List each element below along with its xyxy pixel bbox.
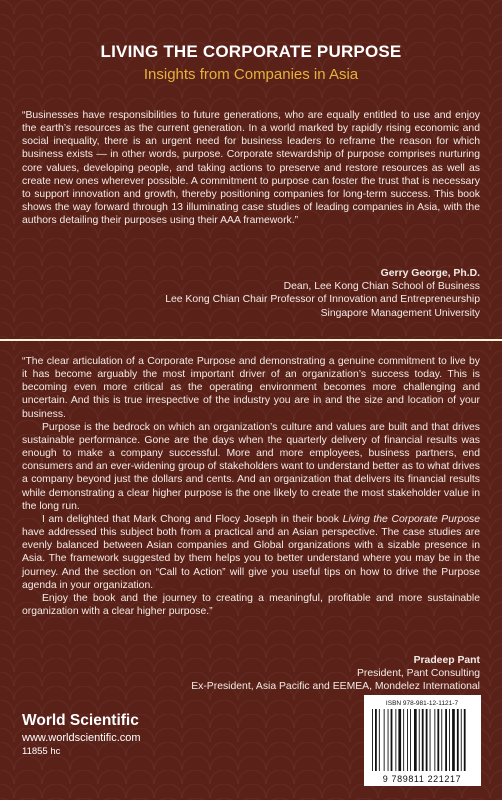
endorser-1-name: Gerry George, Ph.D. — [380, 268, 480, 279]
section-divider — [0, 339, 502, 341]
barcode-bars — [372, 709, 466, 771]
isbn-text: ISBN 978-981-12-1121-7 — [385, 700, 459, 707]
endorser-2-name: Pradeep Pant — [413, 655, 480, 666]
p3-after: have addressed this subject both from a practical and an Asian perspective. The case studies are evenly balanced between Asian companies and Global organizations with a sizable presence in Asia. The framework suggested by them helps you to better understand where you may be in the journey. And the section on “Call to Action” will give you useful tips on how to drive the Purpose agenda in your organization. — [22, 527, 480, 591]
barcode-icon — [364, 695, 481, 786]
book-title: LIVING THE CORPORATE PURPOSE — [100, 42, 402, 61]
endorser-2-title: President, Pant Consulting — [356, 668, 480, 680]
publisher-code: 11855 hc — [22, 746, 61, 757]
publisher-url: www.worldscientific.com — [22, 732, 141, 744]
barcode-digits: 9 789811 221217 — [382, 774, 462, 784]
p3-before: I am delighted that Mark Chong and Flocy Joseph in their book — [42, 513, 343, 525]
endorsement-2-signature — [191, 654, 480, 694]
endorsement-1-text: “Businesses have responsibilities to future generations, who are equally entitled to use and enjoy the earth’s resources as the current generation. In a world marked by rapidly rising economic and social inequality, there is an urgent need for business leaders to reframe the reason for which business exists — in other words, purpose. Corporate stewardship of purpose comprises nurturing core values, developing people, and taking actions to preserve and restore resources as well as create new ones wherever possible. A commitment to purpose can foster the trust that is necessary to support innovation and growth, thereby positioning companies for long-term success. This book shows the way forward through 13 illuminating case studies of leading companies in Asia, with the authors detailing their purposes using their AAA framework.” — [22, 110, 480, 227]
endorsement-2-paragraph-4: Enjoy the book and the journey to creating a meaningful, profitable and more sustainable organization with a clear higher purpose.” — [22, 592, 480, 617]
endorser-1-chair: Lee Kong Chian Chair Professor of Innovation and Entrepreneurship — [165, 294, 480, 306]
endorser-2-former-title: Ex-President, Asia Pacific and EEMEA, Mondelez International — [191, 681, 480, 693]
endorsement-2-text — [22, 355, 480, 618]
endorsement-2-paragraph-1: “The clear articulation of a Corporate Purpose and demonstrating a genuine commitment to live by it has become arguably the most important driver of an organization’s success today. This is becoming even more critical as the operating environment becomes more challenging and uncertain. And this is true irrespective of the industry you are in and the size and location of your business. — [22, 356, 480, 420]
endorsement-1-signature — [165, 267, 480, 320]
endorser-1-title: Dean, Lee Kong Chian School of Business — [283, 281, 480, 293]
book-title-italic: Living the Corporate Purpose — [342, 513, 480, 525]
endorser-1-affiliation: Singapore Management University — [320, 307, 480, 319]
publisher-block — [22, 712, 141, 757]
barcode-area — [364, 695, 481, 786]
endorsement-2-paragraph-3 — [22, 513, 480, 592]
book-subtitle: Insights from Companies in Asia — [143, 66, 359, 83]
publisher-name: World Scientific — [22, 712, 139, 729]
endorsement-2-paragraph-2: Purpose is the bedrock on which an organization’s culture and values are built and that drives sustainable performance. Gone are the days when the quarterly delivery of financial results was enough to make a company successful. More and more employees, business partners, end consumers and an ever-widening group of stakeholders want to understand better as to what drives a company beyond just the dollars and cents. And an organization that delivers its financial results while demonstrating a clear higher purpose is the one likely to create the most stakeholder value in the long run. — [22, 421, 480, 512]
